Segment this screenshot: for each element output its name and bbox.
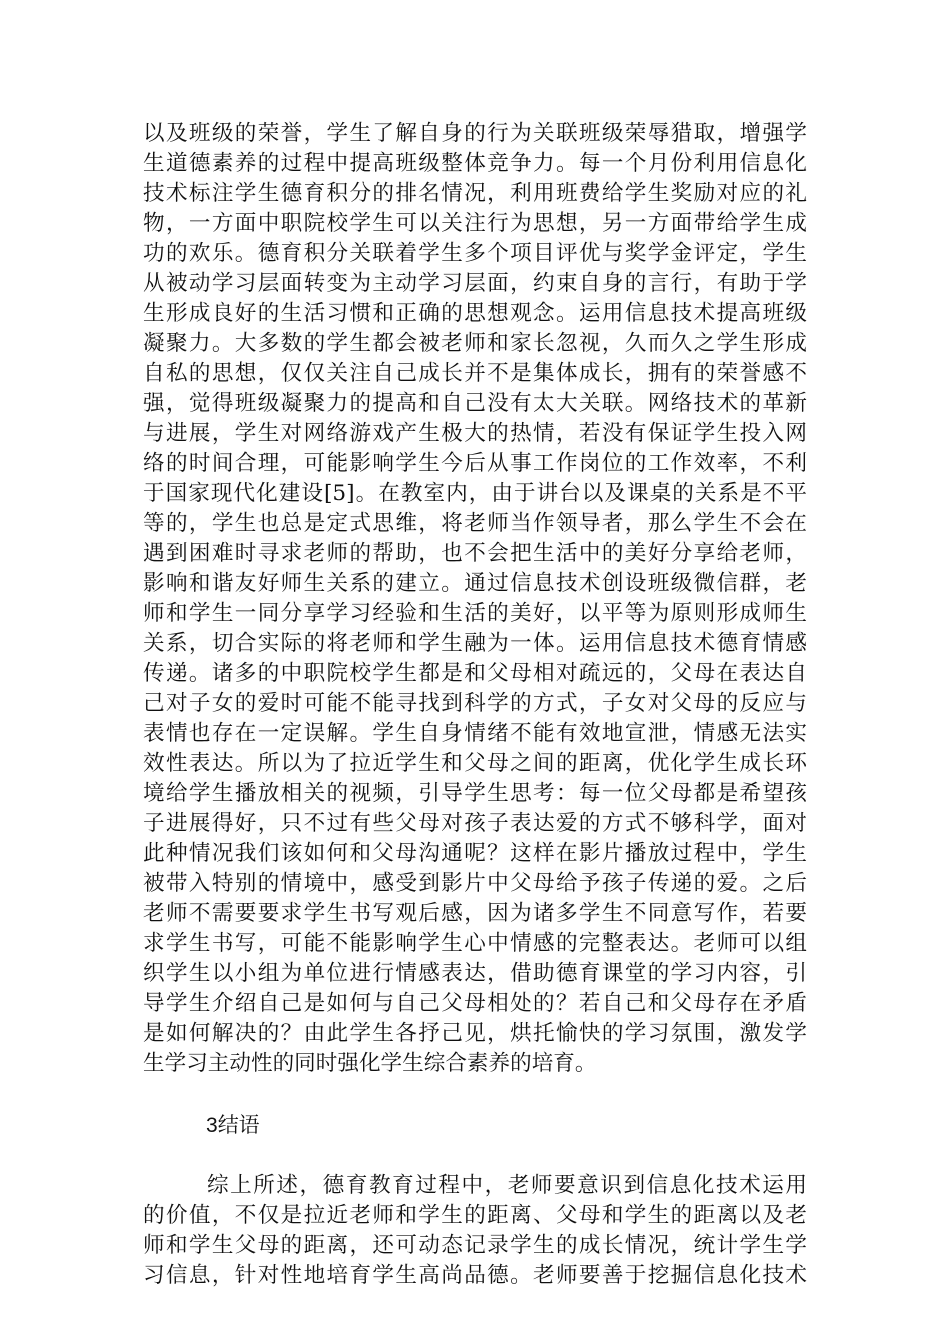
section-number: 3 — [206, 1114, 218, 1137]
section-heading — [206, 1110, 260, 1141]
text-line: 师和学生一同分享学习经验和生活的美好，以平等为原则形成师生 — [143, 601, 807, 626]
text-line: 织学生以小组为单位进行情感表达，借助德育课堂的学习内容，引 — [143, 961, 807, 986]
text-line: 强，觉得班级凝聚力的提高和自己没有太大关联。网络技术的革新 — [143, 391, 807, 416]
text-line: 表情也存在一定误解。学生自身情绪不能有效地宣泄，情感无法实 — [143, 721, 807, 746]
text-line: 自私的思想，仅仅关注自己成长并不是集体成长，拥有的荣誉感不 — [143, 361, 807, 386]
text-line: 从被动学习层面转变为主动学习层面，约束自身的言行，有助于学 — [143, 271, 807, 296]
text-line: 关系，切合实际的将老师和学生融为一体。运用信息技术德育情感 — [143, 631, 807, 656]
text-line: 生形成良好的生活习惯和正确的思想观念。运用信息技术提高班级 — [143, 301, 807, 326]
text-line: 于国家现代化建设[5]。在教室内，由于讲台以及课桌的关系是不平 — [143, 481, 807, 506]
text-line: 子进展得好，只不过有些父母对孩子表达爱的方式不够科学，面对 — [143, 811, 807, 836]
text-line: 习信息，针对性地培育学生高尚品德。老师要善于挖掘信息化技术 — [143, 1263, 807, 1288]
text-line: 被带入特别的情境中，感受到影片中父母给予孩子传递的爱。之后 — [143, 871, 807, 896]
text-line: 功的欢乐。德育积分关联着学生多个项目评优与奖学金评定，学生 — [143, 241, 807, 266]
text-line: 此种情况我们该如何和父母沟通呢？这样在影片播放过程中，学生 — [143, 841, 807, 866]
text-line: 凝聚力。大多数的学生都会被老师和家长忽视，久而久之学生形成 — [143, 331, 807, 356]
text-line: 络的时间合理，可能影响学生今后从事工作岗位的工作效率，不利 — [143, 451, 807, 476]
text-line: 以及班级的荣誉，学生了解自身的行为关联班级荣辱猎取，增强学 — [143, 121, 807, 146]
text-line: 境给学生播放相关的视频，引导学生思考：每一位父母都是希望孩 — [143, 781, 807, 806]
text-line: 导学生介绍自己是如何与自己父母相处的？若自己和父母存在矛盾 — [143, 991, 807, 1016]
text-line: 效性表达。所以为了拉近学生和父母之间的距离，优化学生成长环 — [143, 751, 807, 776]
text-line: 综上所述，德育教育过程中，老师要意识到信息化技术运用 — [207, 1173, 807, 1198]
text-line: 遇到困难时寻求老师的帮助，也不会把生活中的美好分享给老师， — [143, 541, 807, 566]
text-line: 与进展，学生对网络游戏产生极大的热情，若没有保证学生投入网 — [143, 421, 807, 446]
text-line: 己对子女的爱时可能不能寻找到科学的方式，子女对父母的反应与 — [143, 691, 807, 716]
text-line: 影响和谐友好师生关系的建立。通过信息技术创设班级微信群，老 — [143, 571, 807, 596]
text-line: 传递。诸多的中职院校学生都是和父母相对疏远的，父母在表达自 — [143, 661, 807, 686]
text-line: 求学生书写，可能不能影响学生心中情感的完整表达。老师可以组 — [143, 931, 807, 956]
text-line: 是如何解决的？由此学生各抒己见，烘托愉快的学习氛围，激发学 — [143, 1021, 807, 1046]
text-line: 师和学生父母的距离，还可动态记录学生的成长情况，统计学生学 — [143, 1233, 807, 1258]
text-line: 物，一方面中职院校学生可以关注行为思想，另一方面带给学生成 — [143, 211, 807, 236]
text-line: 技术标注学生德育积分的排名情况，利用班费给学生奖励对应的礼 — [143, 181, 807, 206]
text-line: 的价值，不仅是拉近老师和学生的距离、父母和学生的距离以及老 — [143, 1203, 807, 1228]
text-line: 等的，学生也总是定式思维，将老师当作领导者，那么学生不会在 — [143, 511, 807, 536]
section-title: 结语 — [217, 1113, 260, 1137]
text-line: 生学习主动性的同时强化学生综合素养的培育。 — [143, 1051, 597, 1076]
text-line: 生道德素养的过程中提高班级整体竞争力。每一个月份利用信息化 — [143, 151, 807, 176]
text-line: 老师不需要要求学生书写观后感，因为诸多学生不同意写作，若要 — [143, 901, 807, 926]
